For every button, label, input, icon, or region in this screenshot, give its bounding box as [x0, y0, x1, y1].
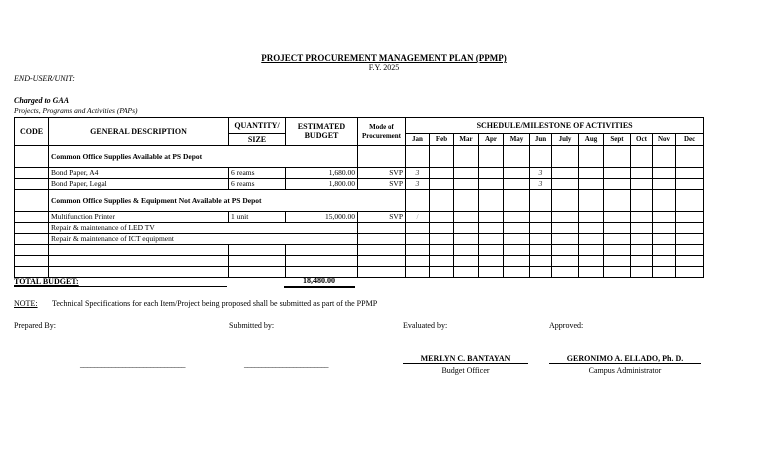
- item-mode: SVP: [358, 179, 406, 190]
- item-quantity: 6 reams: [229, 179, 286, 190]
- header-month: Jan: [406, 134, 430, 146]
- note-text: Technical Specifications for each Item/Project being proposed shall be submitted as part of the PPMP: [52, 299, 378, 308]
- note-label: NOTE:: [14, 299, 38, 308]
- item-quantity: 6 reams: [229, 168, 286, 179]
- item-mode: SVP: [358, 168, 406, 179]
- document-title: PROJECT PROCUREMENT MANAGEMENT PLAN (PPMP): [261, 53, 507, 63]
- header-description: GENERAL DESCRIPTION: [49, 118, 229, 146]
- header-month: Jun: [530, 134, 552, 146]
- evaluator-name: MERLYN C. BANTAYAN: [420, 354, 511, 363]
- header-mode: Mode of Procurement: [358, 118, 406, 146]
- header-month: Nov: [653, 134, 676, 146]
- header-month: Oct: [631, 134, 653, 146]
- schedule-mark: 3: [530, 168, 552, 179]
- header-month: Feb: [430, 134, 454, 146]
- header-size: SIZE: [229, 134, 286, 146]
- submitted-by-label: Submitted by:: [229, 321, 275, 330]
- header-code: CODE: [15, 118, 49, 146]
- total-value-underline: [284, 286, 355, 288]
- header-quantity: QUANTITY/: [229, 118, 286, 134]
- header-month: Dec: [676, 134, 704, 146]
- header-month: Apr: [479, 134, 504, 146]
- total-divider: [14, 286, 227, 287]
- section-row: [15, 190, 704, 212]
- item-description: Multifunction Printer: [49, 212, 229, 223]
- item-description: Bond Paper, Legal: [49, 179, 229, 190]
- total-budget-value: 18,480.00: [303, 276, 335, 285]
- table-row: [15, 179, 704, 190]
- evaluated-by-label: Evaluated by:: [403, 321, 448, 330]
- header-month: Aug: [579, 134, 604, 146]
- item-budget: 1,680.00: [286, 168, 358, 179]
- item-quantity: 1 unit: [229, 212, 286, 223]
- item-description: Bond Paper, A4: [49, 168, 229, 179]
- schedule-mark: 3: [406, 168, 430, 179]
- table-row: [15, 223, 704, 234]
- table-row: [15, 168, 704, 179]
- approver-underline: [549, 363, 701, 364]
- header-budget: ESTIMATED BUDGET: [286, 118, 358, 146]
- submitted-signature-line: ________________________: [244, 360, 328, 369]
- section-title: Common Office Supplies Available at PS Depot: [49, 146, 358, 168]
- ppmp-table: [14, 117, 704, 278]
- item-description: Repair & maintenance of LED TV: [49, 223, 358, 234]
- approved-label: Approved:: [549, 321, 584, 330]
- item-budget: 15,000.00: [286, 212, 358, 223]
- paps-label: Projects, Programs and Activities (PAPs): [14, 106, 138, 115]
- item-mode: SVP: [358, 212, 406, 223]
- header-month: Sept: [604, 134, 631, 146]
- prepared-signature-line: ______________________________: [80, 360, 185, 369]
- approver-name: GERONIMO A. ELLADO, Ph. D.: [566, 354, 684, 363]
- item-budget: 1,800.00: [286, 179, 358, 190]
- fiscal-year: F.Y. 2025: [368, 63, 400, 72]
- header-schedule: SCHEDULE/MILESTONE OF ACTIVITIES: [406, 118, 704, 134]
- table-row: [15, 234, 704, 245]
- schedule-mark: 3: [406, 179, 430, 190]
- header-month: May: [504, 134, 530, 146]
- prepared-by-label: Prepared By:: [14, 321, 56, 330]
- approver-position: Campus Administrator: [588, 366, 662, 375]
- evaluator-underline: [403, 363, 528, 364]
- header-month: Mar: [454, 134, 479, 146]
- empty-row: [15, 256, 704, 267]
- total-budget-label: TOTAL BUDGET:: [14, 277, 79, 286]
- section-row: [15, 146, 704, 168]
- table-row: [15, 212, 704, 223]
- section-title: Common Office Supplies & Equipment Not Available at PS Depot: [49, 190, 406, 212]
- empty-row: [15, 267, 704, 278]
- item-description: Repair & maintenance of ICT equipment: [49, 234, 358, 245]
- header-month: July: [552, 134, 579, 146]
- schedule-mark: 3: [530, 179, 552, 190]
- evaluator-position: Budget Officer: [441, 366, 490, 375]
- end-user-label: END-USER/UNIT:: [14, 74, 75, 83]
- charged-label: Charged to GAA: [14, 96, 70, 105]
- empty-row: [15, 245, 704, 256]
- schedule-mark: /: [406, 212, 430, 223]
